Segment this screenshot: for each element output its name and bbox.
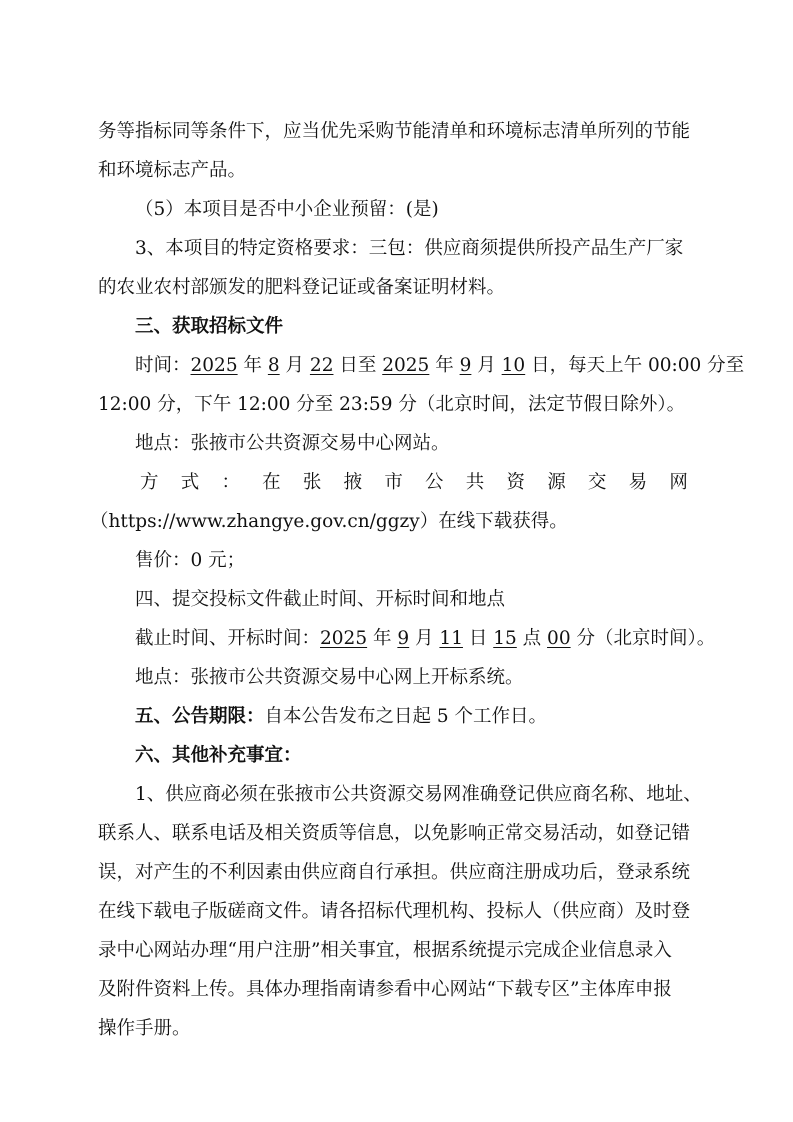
text-fragment: 年	[429, 355, 460, 376]
paragraph-line: 操作手册。	[98, 1018, 191, 1039]
notice-period-line	[135, 704, 698, 730]
method-char: 源	[547, 472, 566, 493]
text-fragment: 年	[237, 355, 268, 376]
method-char: 市	[384, 472, 403, 493]
method-char: 在	[262, 472, 281, 493]
end-month: 9	[459, 355, 472, 376]
deadline-label: 截止时间、开标时间：	[135, 628, 321, 649]
paragraph-line: 1、供应商必须在张掖市公共资源交易网准确登记供应商名称、地址、	[135, 784, 702, 805]
text-fragment: 日，每天上午 00:00 分至	[525, 355, 745, 376]
method-char: 资	[506, 472, 525, 493]
paragraph-line: 联系人、联系电话及相关资质等信息，以免影响正常交易活动，如登记错	[98, 823, 691, 844]
method-char: 张	[302, 472, 322, 493]
text-fragment: 月	[471, 355, 502, 376]
paragraph-line: 售价：0 元；	[135, 550, 246, 571]
section-heading: 三、获取招标文件	[135, 316, 284, 337]
paragraph-line: 12:00 分，下午 12:00 分至 23:59 分（北京时间，法定节假日除外）。	[98, 394, 686, 415]
method-char: 公	[425, 472, 444, 493]
end-year: 2025	[382, 355, 430, 376]
deadline-month: 9	[397, 628, 410, 649]
paragraph-line: （5）本项目是否中小企业预留：(是)	[135, 199, 439, 220]
notice-period-text: 自本公告发布之日起 5 个工作日。	[264, 706, 548, 727]
section-heading: 四、提交投标文件截止时间、开标时间和地点	[135, 589, 506, 610]
deadline-hour: 15	[493, 628, 517, 649]
time-label: 时间：	[135, 355, 191, 376]
start-day: 22	[309, 355, 334, 376]
method-char: 易	[628, 472, 648, 493]
deadline-year: 2025	[320, 628, 368, 649]
method-char: 式	[180, 472, 200, 493]
method-char: ：	[221, 472, 240, 493]
end-day: 10	[501, 355, 526, 376]
paragraph-line: 录中心网站办理“用户注册”相关事宜，根据系统提示完成企业信息录入	[98, 940, 672, 961]
paragraph-line: 的农业农村部颁发的肥料登记证或备案证明材料。	[98, 277, 506, 298]
paragraph-line: 误，对产生的不利因素由供应商自行承担。供应商注册成功后，登录系统	[98, 862, 691, 883]
deadline-line	[135, 626, 716, 652]
deadline-minute: 00	[547, 628, 571, 649]
text-fragment: 日至	[333, 355, 383, 376]
time-line	[135, 353, 745, 379]
text-fragment: 点	[516, 628, 548, 649]
text-fragment: 日	[462, 628, 494, 649]
text-fragment: 月	[279, 355, 310, 376]
paragraph-line: 和环境标志产品。	[98, 160, 247, 181]
method-char: 共	[465, 472, 485, 493]
method-char: 方	[140, 472, 159, 493]
paragraph-line: 务等指标同等条件下，应当优先采购节能清单和环境标志清单所列的节能	[98, 121, 691, 142]
paragraph-line: 在线下载电子版磋商文件。请各招标代理机构、投标人（供应商）及时登	[98, 901, 691, 922]
text-fragment: 分（北京时间）。	[570, 628, 716, 649]
section-heading: 五、公告期限：	[135, 706, 265, 727]
method-char: 网	[669, 472, 688, 493]
section-heading: 六、其他补充事宜：	[135, 745, 302, 766]
method-char: 掖	[343, 472, 363, 493]
text-fragment: 月	[409, 628, 440, 649]
method-char: 交	[587, 472, 607, 493]
paragraph-line: 地点：张掖市公共资源交易中心网上开标系统。	[135, 667, 524, 688]
paragraph-line: 地点：张掖市公共资源交易中心网站。	[135, 433, 450, 454]
start-month: 8	[267, 355, 280, 376]
paragraph-line: 3、本项目的特定资格要求：三包：供应商须提供所投产品生产厂家	[135, 238, 684, 259]
method-line	[140, 470, 688, 496]
text-fragment: 年	[367, 628, 398, 649]
start-year: 2025	[190, 355, 238, 376]
website-url-line: （https://www.zhangye.gov.cn/ggzy）在线下载获得。	[90, 511, 568, 532]
paragraph-line: 及附件资料上传。具体办理指南请参看中心网站“下载专区”主体库申报	[98, 979, 672, 1000]
deadline-day: 11	[439, 628, 463, 649]
